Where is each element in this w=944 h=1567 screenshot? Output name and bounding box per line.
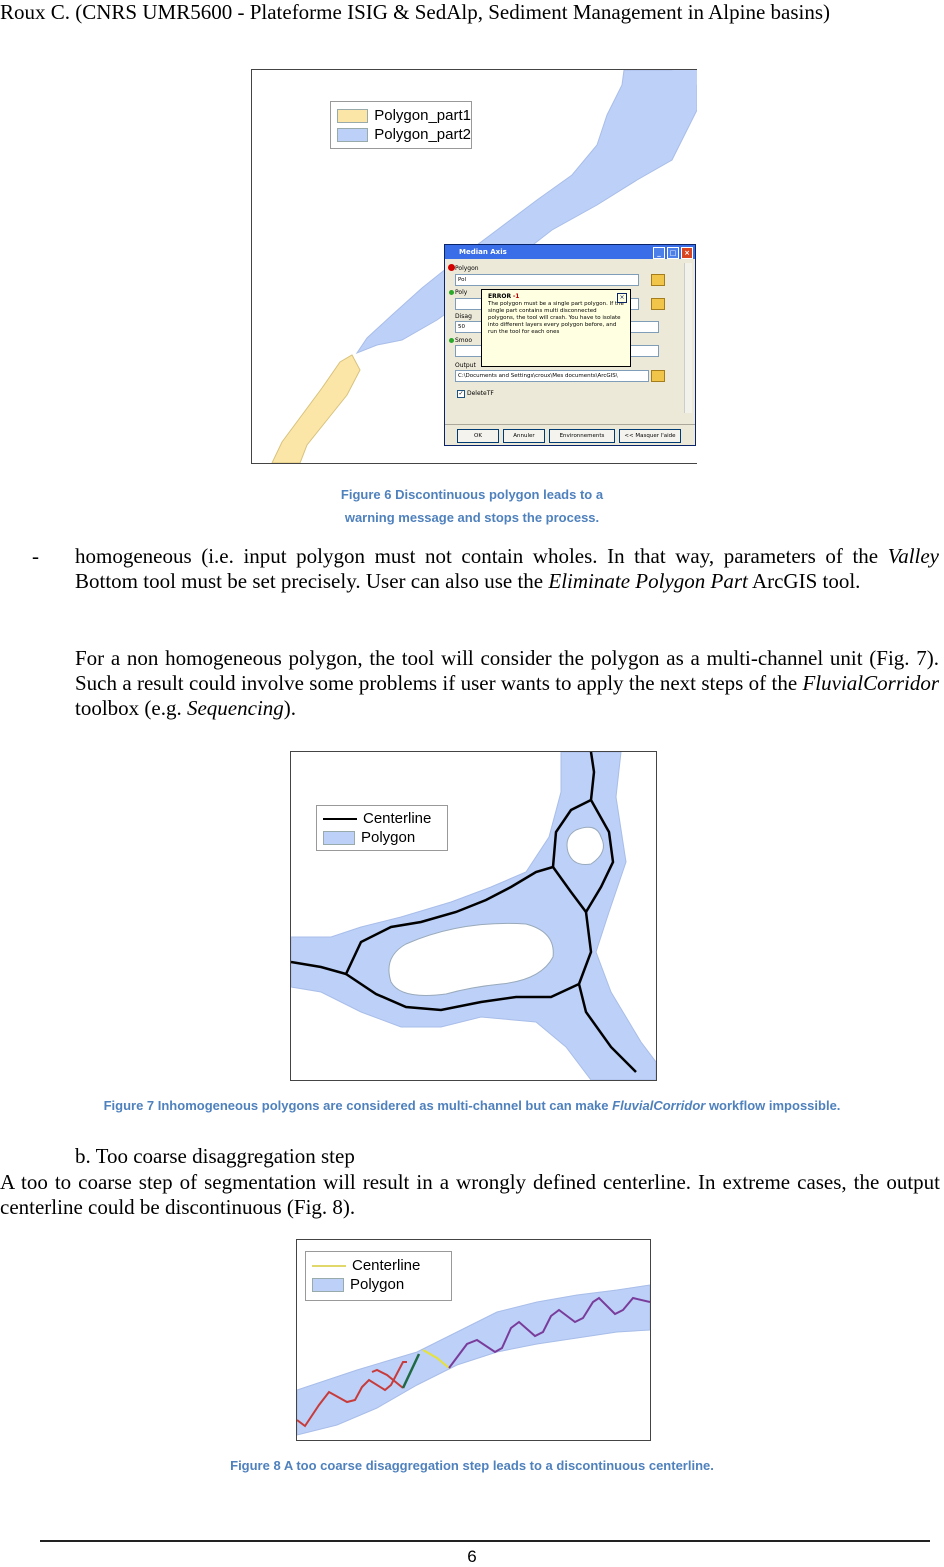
folder-icon[interactable] xyxy=(651,370,665,382)
minimize-icon[interactable]: _ xyxy=(653,247,665,259)
polygon-part1-shape xyxy=(272,355,360,463)
close-icon[interactable]: × xyxy=(681,247,693,259)
maximize-icon[interactable]: □ xyxy=(667,247,679,259)
polygon-input[interactable]: Pol xyxy=(455,274,639,286)
figure-8-caption: Figure 8 A too coarse disaggregation step leads to a discontinuous centerline. xyxy=(230,1458,714,1473)
yellow-swatch-icon xyxy=(337,109,368,123)
folder-icon[interactable] xyxy=(651,274,665,286)
ok-icon xyxy=(449,338,454,343)
disaggregation-input[interactable]: 50 xyxy=(455,321,659,333)
section-heading-b: b. Too coarse disaggregation step xyxy=(75,1144,355,1168)
blue-swatch-icon xyxy=(312,1278,344,1292)
list-bullet: - xyxy=(32,544,39,568)
legend-item-polygon: Polygon xyxy=(306,1275,451,1294)
legend-item-centerline: Centerline xyxy=(306,1256,451,1275)
delete-checkbox[interactable]: ✓ xyxy=(458,390,464,397)
ok-button[interactable]: OK xyxy=(457,429,499,443)
figure-7-caption: Figure 7 Inhomogeneous polygons are considered as multi-channel but can make FluvialCorridor workflow impossible. xyxy=(103,1098,841,1113)
figure-6-legend xyxy=(330,101,472,149)
footer-rule xyxy=(40,1540,930,1542)
legend-item-part1: Polygon_part1 xyxy=(331,106,471,125)
legend-item-part2: Polygon_part2 xyxy=(331,125,471,144)
cancel-button[interactable]: Annuler xyxy=(503,429,545,443)
environments-button[interactable]: Environnements xyxy=(549,429,615,443)
error-tooltip: × ERROR -1 The polygon must be a single part polygon. If the single part contains multi disconnected polygons, the tool will crash. You have to isolate into different layers every polygon before, and run the tool for each ones xyxy=(481,289,631,367)
legend-item-centerline: Centerline xyxy=(317,809,447,828)
paragraph-coarse-step: A too to coarse step of segmentation will result in a wrongly defined centerline. In extreme cases, the output centerline could be discontinuous (Fig. 8). xyxy=(0,1170,940,1219)
ok-icon xyxy=(449,290,454,295)
blue-swatch-icon xyxy=(323,831,355,845)
median-axis-dialog: Median Axis _ □ × Polygon Pol Poly Disag 50 Smoo Output C:\Documents and Settings\croux\Mes documents\ArcGIS\ ✓ DeleteTF × ERROR -1 The polygon must be a single part polygon. If the single part contains multi disconnected polygons, the tool will crash. You have to isolate into different layers every polygon before, and run the tool for each ones OK Annuler Environnements << Masquer l'aide xyxy=(444,244,696,446)
polygon-shape xyxy=(297,1285,650,1435)
output-input[interactable]: C:\Documents and Settings\croux\Mes documents\ArcGIS\ xyxy=(455,370,649,382)
yellow-line-icon xyxy=(312,1265,346,1267)
dialog-scrollbar[interactable] xyxy=(684,263,692,413)
page-number: 6 xyxy=(467,1547,477,1566)
dialog-title-bar: Median Axis _ □ × xyxy=(445,245,695,259)
figure-8 xyxy=(296,1239,651,1441)
figure-6 xyxy=(251,69,697,464)
legend-item-polygon: Polygon xyxy=(317,828,447,847)
paragraph-homogeneous: homogeneous (i.e. input polygon must not contain wholes. In that way, parameters of the Valley Bottom tool must be set precisely. User can also use the Eliminate Polygon Part ArcGIS tool. xyxy=(75,544,939,593)
figure-7-legend xyxy=(316,805,448,851)
close-tooltip-icon[interactable]: × xyxy=(617,293,627,303)
error-icon xyxy=(448,264,455,271)
black-line-icon xyxy=(323,818,357,820)
island-small xyxy=(567,827,603,864)
hide-help-button[interactable]: << Masquer l'aide xyxy=(619,429,681,443)
paragraph-non-homogeneous: For a non homogeneous polygon, the tool will consider the polygon as a multi-channel unit (Fig. 7). Such a result could involve some problems if user wants to apply the next steps of the FluvialCorridor toolbox (e.g. Sequencing). xyxy=(75,646,939,720)
running-header: Roux C. (CNRS UMR5600 - Plateforme ISIG & SedAlp, Sediment Management in Alpine basins) xyxy=(0,0,831,24)
blue-swatch-icon xyxy=(337,128,368,142)
folder-icon[interactable] xyxy=(651,298,665,310)
dialog-button-bar xyxy=(445,424,695,445)
figure-7 xyxy=(290,751,657,1081)
figure-8-legend xyxy=(305,1251,452,1301)
error-message: The polygon must be a single part polygon. If the single part contains multi disconnected polygons, the tool will crash. You have to isolate into different layers every polygon before, and run the tool for each ones xyxy=(488,301,624,335)
figure-6-caption: Figure 6 Discontinuous polygon leads to a warning message and stops the process. xyxy=(340,487,604,525)
figure-7-map xyxy=(291,752,656,1080)
polygon-shape xyxy=(291,752,656,1080)
